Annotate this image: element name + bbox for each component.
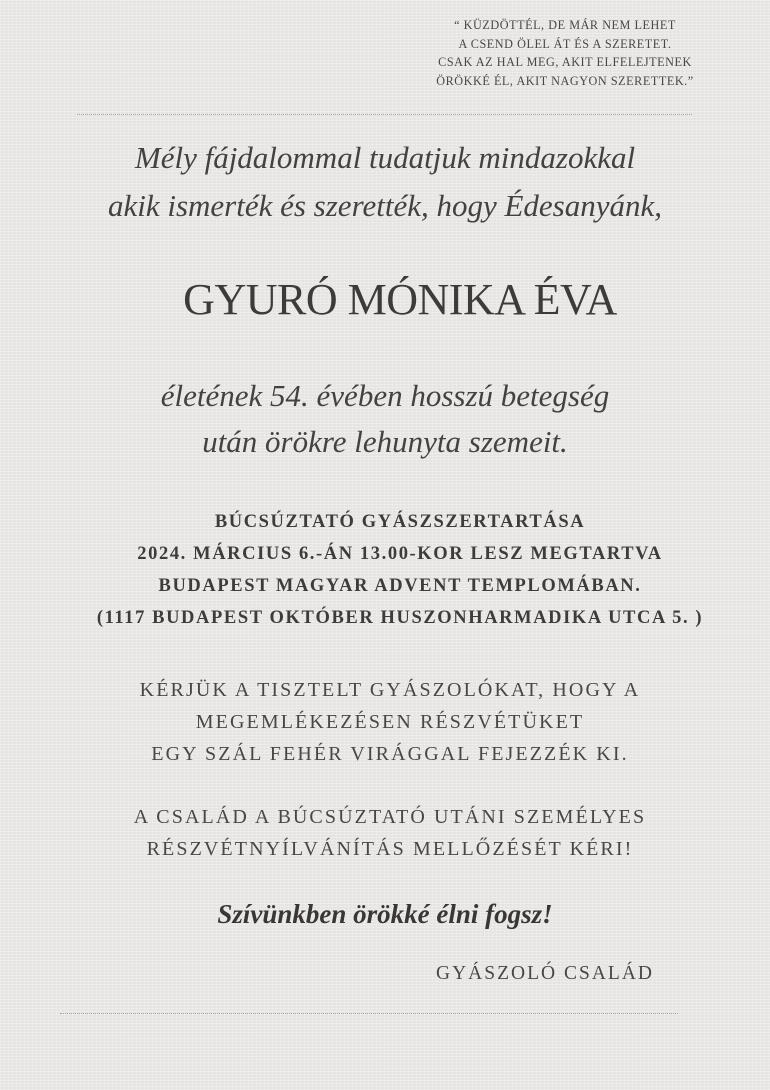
family-signature: GYÁSZOLÓ CSALÁD (436, 963, 654, 984)
request-line: KÉRJÜK A TISZTELT GYÁSZOLÓKAT, HOGY A (139, 679, 641, 701)
condolence-note (40, 801, 740, 865)
deceased-name: GYURÓ MÓNIKA ÉVA (183, 275, 617, 324)
quote-line: “ KÜZDÖTTÉL, DE MÁR NEM LEHET (454, 18, 676, 32)
funeral-service-details (30, 506, 770, 634)
top-divider (77, 114, 692, 115)
intro-line: Mély fájdalommal tudatjuk mindazokkal (134, 140, 636, 175)
quote-line: A CSEND ÖLEL ÁT ÉS A SZERETET. (458, 36, 672, 51)
quote-line: ÖRÖKKÉ ÉL, AKIT NAGYON SZERETTEK.” (436, 73, 694, 88)
bottom-divider (60, 1013, 678, 1014)
quote-line: CSAK AZ HAL MEG, AKIT ELFELEJTENEK (438, 55, 692, 69)
service-title: BÚCSÚZTATÓ GYÁSZSZERTARTÁSA (214, 512, 586, 532)
note-line: RÉSZVÉTNYÍLVÁNÍTÁS MELLŐZÉSÉT KÉRI! (146, 838, 634, 860)
request-line: MEGEMLÉKEZÉSEN RÉSZVÉTÜKET (195, 711, 585, 733)
service-venue: BUDAPEST MAGYAR ADVENT TEMPLOMÁBAN. (158, 576, 642, 596)
service-address: (1117 BUDAPEST OKTÓBER HUSZONHARMADIKA UTCA 5. ) (96, 608, 704, 628)
announcement-intro (60, 134, 710, 230)
request-line: EGY SZÁL FEHÉR VIRÁGGAL FEJEZZÉK KI. (151, 743, 629, 765)
service-datetime: 2024. MÁRCIUS 6.-ÁN 13.00-KOR LESZ MEGTARTVA (137, 544, 663, 564)
memorial-quote (405, 16, 725, 90)
life-line: után örökre lehunyta szemeit. (202, 424, 568, 459)
memorial-motto: Szívünkben örökké élni fogsz! (217, 899, 553, 929)
note-line: A CSALÁD A BÚCSÚZTATÓ UTÁNI SZEMÉLYES (133, 806, 647, 828)
flower-request (40, 674, 740, 770)
life-line: életének 54. évében hosszú betegség (160, 378, 610, 413)
life-statement (60, 373, 710, 465)
intro-line: akik ismerték és szerették, hogy Édesanyánk, (107, 188, 663, 223)
